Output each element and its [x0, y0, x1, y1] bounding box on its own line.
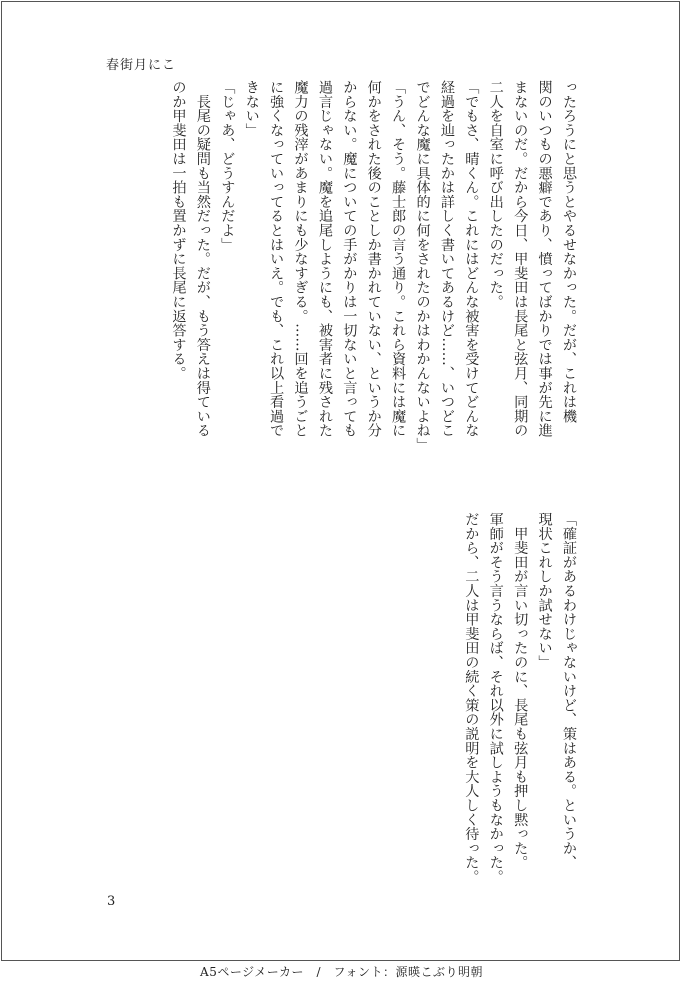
text-line: 現状これしか試せない」 [536, 512, 553, 670]
text-line: 「でもさ、晴くん。これにはどんな被害を受けてどんな [463, 80, 480, 438]
page-number: 3 [107, 894, 116, 909]
text-line: 魔力の残滓があまりにも少なすぎる。……回を追うごと [292, 80, 309, 438]
page-frame [1, 1, 680, 961]
text-line: 経過を辿ったかは詳しく書いてあるけど……、いつどこ [438, 80, 455, 438]
text-line: 二人を自室に呼び出したのだった。 [487, 80, 504, 309]
text-line: きない」 [243, 80, 260, 138]
text-line: 甲斐田が言い切ったのに、長尾も弦月も押し黙った。 [512, 512, 529, 870]
text-line: 過言じゃない。魔を追尾しようにも、被害者に残された [316, 80, 333, 438]
text-line: 関のいつもの悪癖であり、憤ってばかりでは事が先に進 [536, 80, 553, 438]
text-line: でどんな魔に具体的に何をされたのかはわかんないよね」 [414, 80, 431, 452]
text-line: からない。魔についての手がかりは一切ないと言っても [341, 80, 358, 438]
text-line: 何かをされた後のことしか書かれていない、というか分 [365, 80, 382, 438]
footer-credit: A5ページメーカー / フォント：源暎こぶり明朝 [200, 965, 483, 979]
text-line: に強くなっていってるとはいえ。でも、これ以上看過で [268, 80, 285, 438]
text-line: 「じゃあ、どうすんだよ」 [219, 80, 236, 252]
book-title: 春街月にこ [106, 58, 177, 73]
text-line: 軍師がそう言うならば、それ以外に試しようもなかった。 [487, 512, 504, 884]
text-line: ったろうにと思うとやるせなかった。だが、これは機 [561, 80, 577, 424]
text-line: 「確証があるわけじゃないけど、策はある。というか、 [561, 512, 577, 870]
text-line: 「うん、そう。藤士郎の言う通り。これら資料には魔に [390, 80, 407, 438]
text-line: だから、二人は甲斐田の続く策の説明を大人しく待った。 [463, 512, 480, 884]
text-line: 長尾の疑問も当然だった。だが、もう答えは得ている [194, 80, 211, 438]
text-line: まないのだ。だから今日、甲斐田は長尾と弦月、同期の [512, 80, 529, 438]
body-text-upper [166, 80, 581, 452]
body-text-lower [459, 512, 581, 890]
text-line: のか甲斐田は一拍も置かずに長尾に返答する。 [170, 80, 187, 381]
